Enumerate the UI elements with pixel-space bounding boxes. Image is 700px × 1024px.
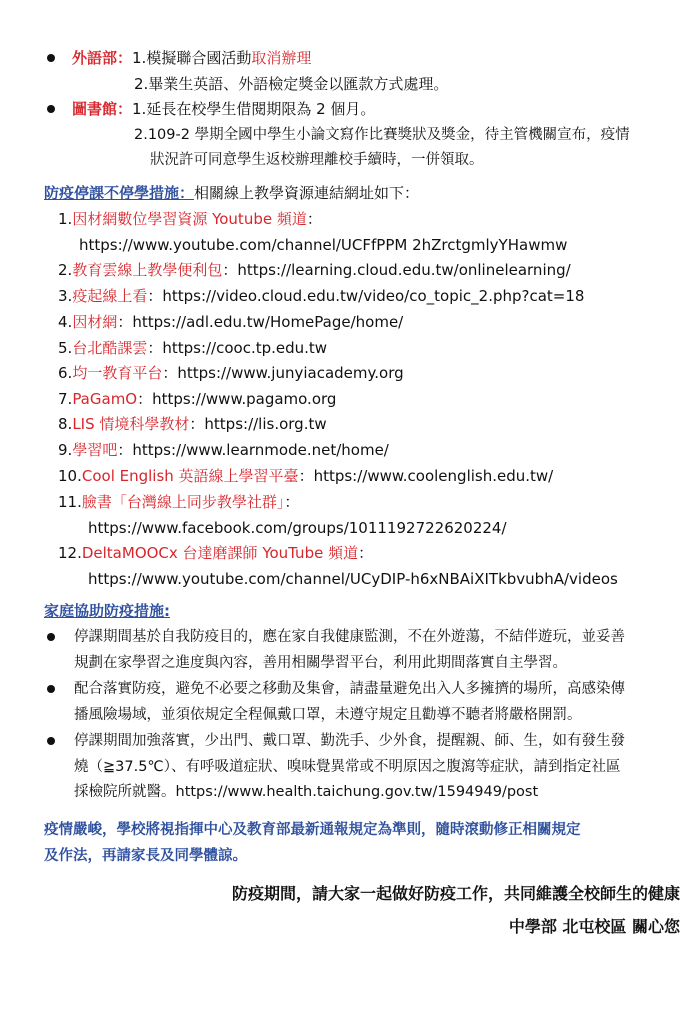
library-line1 <box>72 99 375 119</box>
resource-num: 12. <box>58 544 82 562</box>
resource-item-2 <box>58 260 571 280</box>
resource-item-11 <box>58 492 299 512</box>
resource-url[interactable]: https://adl.edu.tw/HomePage/home/ <box>132 313 404 331</box>
resource-name: PaGamO <box>72 390 138 408</box>
resource-num: 1. <box>58 210 73 228</box>
resource-item-8 <box>58 414 327 434</box>
foreign-dept-item2: 2.畢業生英語、外語檢定獎金以匯款方式處理。 <box>134 75 449 93</box>
foreign-dept-item1: 1.模擬聯合國活動 <box>132 49 252 67</box>
bullet-icon <box>47 105 55 113</box>
family-b3-line2: 燒（≧37.5℃）、有呼吸道症狀、嗅味覺異常或不明原因之腹瀉等症狀，請到指定社區 <box>74 759 621 775</box>
resource-item-12 <box>58 543 373 563</box>
family-b1-line1: 停課期間基於自我防疫目的，應在家自我健康監測，不在外遊蕩，不結伴遊玩，並妥善 <box>74 629 625 645</box>
online-heading-suffix: 相關線上教學資源連結網址如下： <box>194 184 420 202</box>
family-b1-line2: 規劃在家學習之進度與內容，善用相關學習平台，利用此期間落實自主學習。 <box>74 655 567 671</box>
resource-url[interactable]: https://www.learnmode.net/home/ <box>132 441 389 459</box>
resource-name: 因材網數位學習資源 Youtube 頻道 <box>72 210 307 228</box>
resource-sep: ： <box>284 493 300 511</box>
library-item2-line1: 2.109-2 學期全國中學生小論文寫作比賽獎狀及獎金，待主管機關宣布，疫情 <box>134 127 630 143</box>
resource-url[interactable]: https://cooc.tp.edu.tw <box>162 339 328 357</box>
library-label: 圖書館： <box>72 100 133 118</box>
resource-item-5 <box>58 338 327 358</box>
bullet-icon <box>47 685 55 693</box>
resource-sep: ： <box>189 415 205 433</box>
closing-line2: 中學部 北屯校區 關心您 <box>508 917 680 936</box>
resource-num: 7. <box>58 390 73 408</box>
foreign-dept-line1 <box>72 48 311 68</box>
resource-num: 4. <box>58 313 73 331</box>
foreign-dept-label: 外語部： <box>72 49 133 67</box>
resource-url[interactable]: https://www.junyiacademy.org <box>177 364 404 382</box>
resource-sep: ： <box>222 261 238 279</box>
resource-name: 教育雲線上教學便利包 <box>72 261 223 279</box>
bullet-icon <box>47 54 55 62</box>
family-b3-line3: 採檢院所就醫。https://www.health.taichung.gov.tw/1594949/post <box>74 784 539 800</box>
resource-name: 臉書「台灣線上同步教學社群」 <box>81 493 285 511</box>
resource-num: 3. <box>58 287 73 305</box>
resource-item-10 <box>58 466 553 486</box>
resource-sep: ： <box>358 544 374 562</box>
online-heading-line <box>44 183 419 203</box>
resource-url[interactable]: https://video.cloud.edu.tw/video/co_topic_2.php?cat=18 <box>162 287 585 305</box>
resource-sep: ： <box>306 210 322 228</box>
foreign-dept-item1-cancel: 取消辦理 <box>251 49 312 67</box>
bullet-icon <box>47 633 55 641</box>
resource-num: 5. <box>58 339 73 357</box>
resource-sep: ： <box>147 287 163 305</box>
resource-item-6 <box>58 363 404 383</box>
resource-name: 均一教育平台 <box>72 364 163 382</box>
resource-name: 因材網 <box>72 313 118 331</box>
resource-num: 2. <box>58 261 73 279</box>
resource-item-7 <box>58 389 336 409</box>
resource-sep: ： <box>137 390 153 408</box>
resource-url-12[interactable]: https://www.youtube.com/channel/UCyDIP-h6xNBAiXITkbvubhA/videos <box>88 570 618 588</box>
resource-name: 台北酷課雲 <box>72 339 148 357</box>
resource-num: 10. <box>58 467 82 485</box>
notice-line1: 疫情嚴峻，學校將視指揮中心及教育部最新通報規定為準則，隨時滾動修正相關規定 <box>44 822 581 838</box>
resource-name: 學習吧 <box>72 441 118 459</box>
resource-name: DeltaMOOCx 台達磨課師 YouTube 頻道 <box>81 544 359 562</box>
closing-line1: 防疫期間，請大家一起做好防疫工作，共同維護全校師生的健康 <box>231 884 680 903</box>
resource-url[interactable]: https://www.coolenglish.edu.tw/ <box>313 467 554 485</box>
resource-sep: ： <box>162 364 178 382</box>
resource-num: 11. <box>58 493 82 511</box>
resource-sep: ： <box>117 441 133 459</box>
notice-line2: 及作法，再請家長及同學體諒。 <box>44 848 247 864</box>
resource-sep: ： <box>298 467 314 485</box>
resource-url[interactable]: https://learning.cloud.edu.tw/onlinelearning/ <box>237 261 571 279</box>
resource-item-3 <box>58 286 584 306</box>
resource-item-4 <box>58 312 403 332</box>
family-b2-line2: 播風險場域，並須依規定全程佩戴口罩，未遵守規定且勸導不聽者將嚴格開罰。 <box>74 707 582 723</box>
family-heading: 家庭協助防疫措施: <box>44 602 170 620</box>
resource-item-1 <box>58 209 322 229</box>
online-heading: 防疫停課不停學措施： <box>44 184 195 202</box>
resource-num: 9. <box>58 441 73 459</box>
library-item2-line2: 狀況許可同意學生返校辦理離校手續時，一併領取。 <box>150 152 484 168</box>
resource-name: Cool English 英語線上學習平臺 <box>81 467 299 485</box>
resource-name: LIS 情境科學教材 <box>72 415 190 433</box>
resource-url-11[interactable]: https://www.facebook.com/groups/1011192722620224/ <box>88 519 507 537</box>
family-b2-line1: 配合落實防疫，避免不必要之移動及集會，請盡量避免出入人多擁擠的場所，高感染傳 <box>74 681 625 697</box>
resource-url[interactable]: https://lis.org.tw <box>204 415 327 433</box>
bullet-icon <box>47 737 55 745</box>
family-b3-line1: 停課期間加強落實，少出門、戴口罩、勤洗手、少外食，提醒親、師、生，如有發生發 <box>74 733 625 749</box>
resource-url-1[interactable]: https://www.youtube.com/channel/UCFfPPM 2hZrctgmlyYHawmw <box>79 236 568 254</box>
resource-sep: ： <box>147 339 163 357</box>
resource-sep: ： <box>117 313 133 331</box>
resource-num: 6. <box>58 364 73 382</box>
resource-url[interactable]: https://www.pagamo.org <box>152 390 337 408</box>
resource-num: 8. <box>58 415 73 433</box>
resource-item-9 <box>58 440 389 460</box>
library-item1: 1.延長在校學生借閱期限為 2 個月。 <box>132 100 376 118</box>
resource-name: 疫起線上看 <box>72 287 148 305</box>
